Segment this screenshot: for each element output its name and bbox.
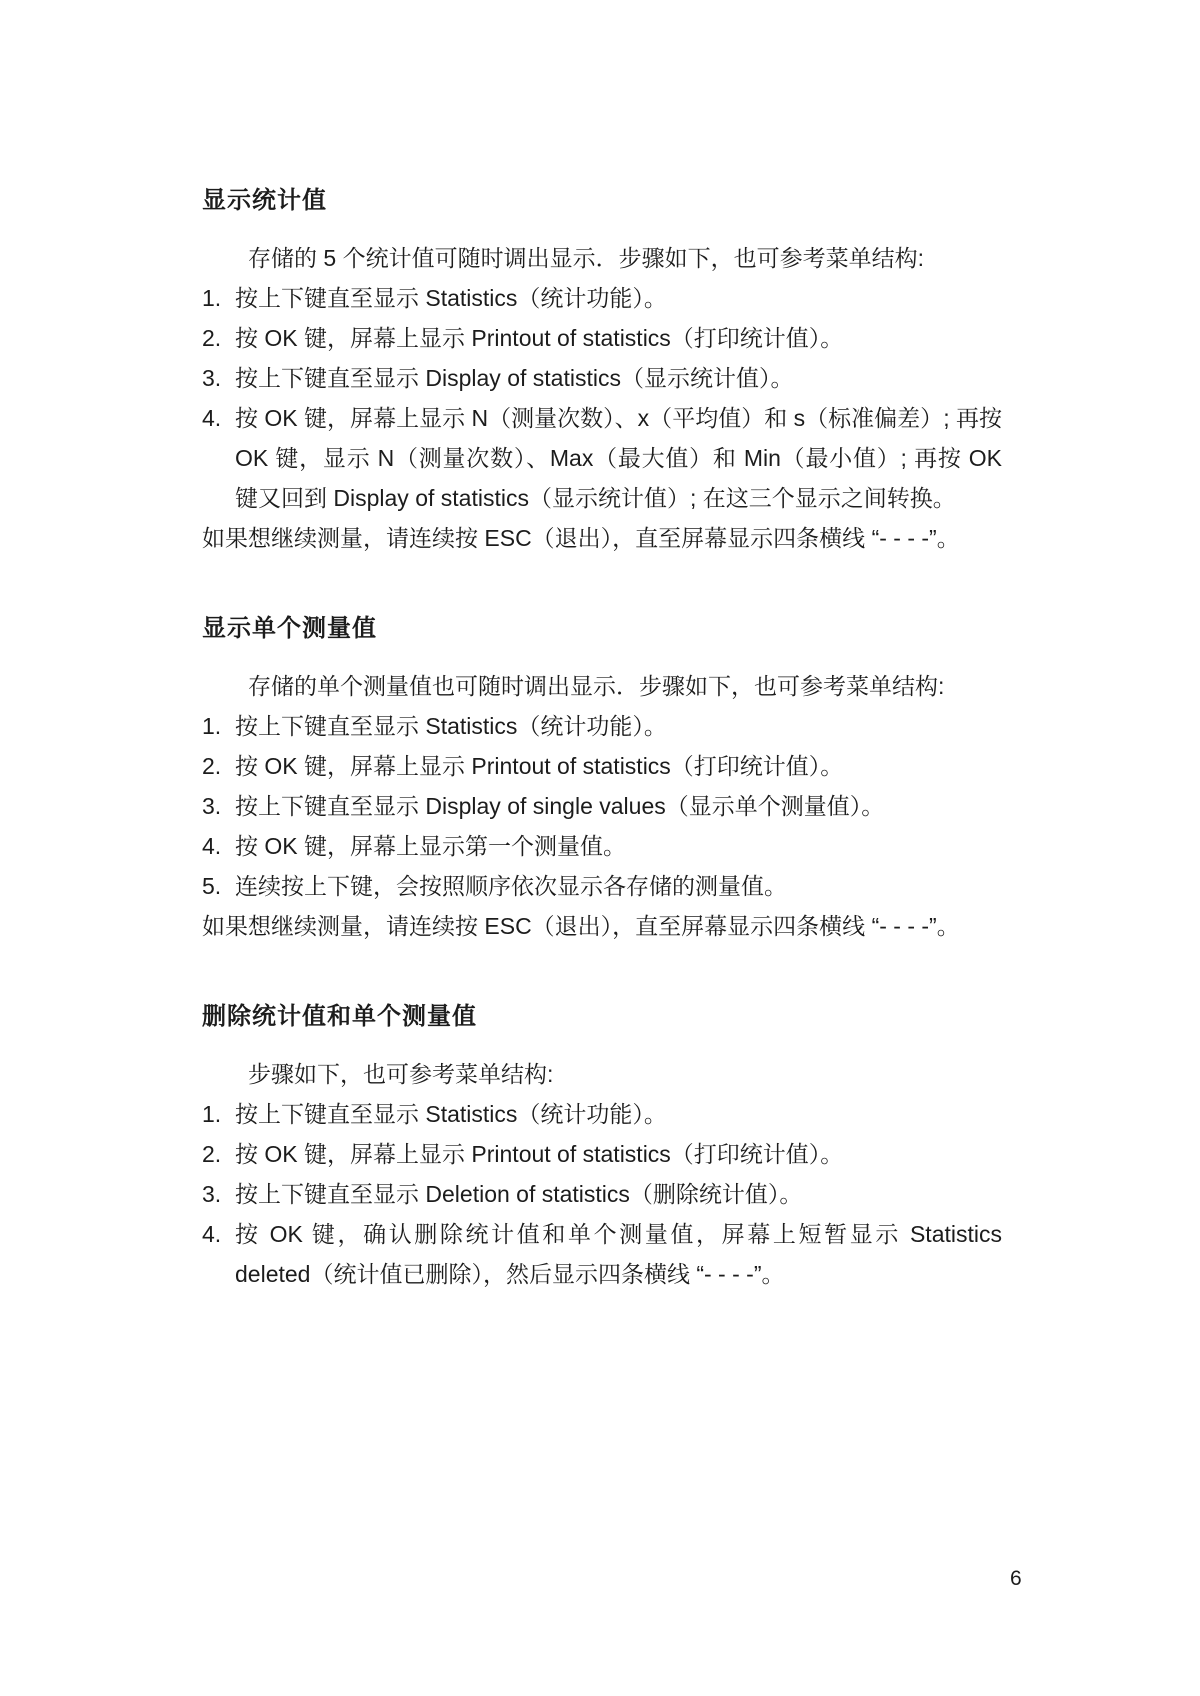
step-text: 连续按上下键，会按照顺序依次显示各存储的测量值。 [235, 873, 787, 899]
esc-note: 如果想继续测量，请连续按 ESC（退出），直至屏幕显示四条横线 “- - - -”。 [202, 913, 960, 939]
step-number: 4. [202, 833, 222, 859]
step-text: 按上下键直至显示 Deletion of statistics（删除统计值）。 [235, 1181, 803, 1207]
step-item [202, 1214, 1002, 1294]
step-item [202, 1174, 1002, 1214]
step-text: 按上下键直至显示 Statistics（统计功能）。 [235, 285, 667, 311]
step-number: 3. [202, 365, 222, 391]
section-title: 显示单个测量值 [202, 615, 377, 642]
step-item [202, 746, 1002, 786]
step-number: 4. [202, 1221, 222, 1247]
step-item [202, 398, 1002, 518]
step-list [202, 1094, 1002, 1294]
page-number: 6 [1010, 1567, 1022, 1590]
step-text: 按上下键直至显示 Statistics（统计功能）。 [235, 1101, 667, 1127]
step-number: 2. [202, 753, 222, 779]
step-list [202, 278, 1002, 518]
section-title: 显示统计值 [202, 187, 327, 214]
step-text: 按 OK 键，确认删除统计值和单个测量值，屏幕上短暂显示 Statistics deleted（统计值已删除），然后显示四条横线 “- - - -”。 [235, 1221, 1002, 1287]
step-item [202, 318, 1002, 358]
step-item [202, 866, 1002, 906]
step-item [202, 358, 1002, 398]
step-number: 2. [202, 325, 222, 351]
step-number: 3. [202, 1181, 222, 1207]
step-item [202, 786, 1002, 826]
step-text: 按上下键直至显示 Statistics（统计功能）。 [235, 713, 667, 739]
step-text: 按上下键直至显示 Display of statistics（显示统计值）。 [235, 365, 794, 391]
step-number: 4. [202, 405, 222, 431]
section-display-statistics [202, 186, 1002, 558]
section-title: 删除统计值和单个测量值 [202, 1003, 477, 1030]
step-text: 按上下键直至显示 Display of single values（显示单个测量值）。 [235, 793, 885, 819]
page-content [202, 186, 1002, 1294]
step-text: 按 OK 键，屏幕上显示 Printout of statistics（打印统计值）。 [235, 1141, 844, 1167]
step-number: 3. [202, 793, 222, 819]
step-text: 按 OK 键，屏幕上显示第一个测量值。 [235, 833, 627, 859]
section-display-single-values [202, 614, 1002, 946]
step-number: 1. [202, 1101, 222, 1127]
step-item [202, 1134, 1002, 1174]
section-intro: 存储的单个测量值也可随时调出显示．步骤如下，也可参考菜单结构: [248, 673, 945, 699]
step-number: 1. [202, 285, 222, 311]
section-intro: 步骤如下，也可参考菜单结构: [248, 1061, 554, 1087]
step-number: 5. [202, 873, 222, 899]
section-delete-statistics [202, 1002, 1002, 1294]
step-number: 2. [202, 1141, 222, 1167]
esc-note: 如果想继续测量，请连续按 ESC（退出），直至屏幕显示四条横线 “- - - -”。 [202, 525, 960, 551]
step-number: 1. [202, 713, 222, 739]
step-text: 按 OK 键，屏幕上显示 Printout of statistics（打印统计值）。 [235, 753, 844, 779]
step-item [202, 1094, 1002, 1134]
step-text: 按 OK 键，屏幕上显示 N（测量次数）、x（平均值）和 s（标准偏差）; 再按 OK 键，显示 N（测量次数）、Max（最大值）和 Min（最小值）; 再按 OK 键又回到 Display of statistics（显示统计值）; 在这三个显示之间转换。 [235, 405, 1002, 511]
section-intro: 存储的 5 个统计值可随时调出显示．步骤如下，也可参考菜单结构: [248, 245, 924, 271]
step-item [202, 278, 1002, 318]
step-item [202, 706, 1002, 746]
step-list [202, 706, 1002, 906]
step-item [202, 826, 1002, 866]
step-text: 按 OK 键，屏幕上显示 Printout of statistics（打印统计值）。 [235, 325, 844, 351]
